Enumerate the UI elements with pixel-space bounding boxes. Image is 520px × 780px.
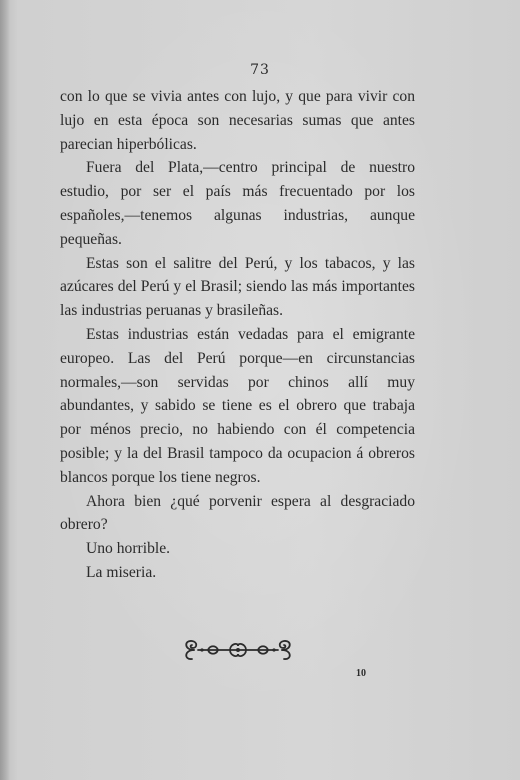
page-number: 73 <box>250 62 270 78</box>
paragraph-3: Estas son el salitre del Perú, y los tabacos, y las azúcares del Perú y el Brasil; siendo las más importantes las industrias peruanas y brasileñas. <box>60 254 415 320</box>
paragraph-6: Uno horrible. <box>86 540 171 558</box>
paragraph-4: Estas industrias están vedadas para el emigrante europeo. Las del Perú porque—en circunstancias normales,—son servidas por chinos allí muy abundantes, y sabido se tiene es el obrero que trabaja por ménos precio, no habiendo con él competencia posible; y la del Brasil tampoco da ocupacion á obreros blancos porque los tiene negros. <box>60 325 415 486</box>
paragraph-7: La miseria. <box>86 563 157 581</box>
paragraph-5: Ahora bien ¿qué porvenir espera al desgraciado obrero? <box>60 492 415 534</box>
printer-signature-mark: 10 <box>356 668 366 679</box>
paragraph-1: con lo que se vivia antes con lujo, y que para vivir con lujo en esta época son necesarias sumas que antes parecian hiperbólicas. <box>60 88 415 153</box>
body-text <box>60 85 415 585</box>
paragraph-2: Fuera del Plata,—centro principal de nuestro estudio, por ser el país más frecuentado por los españoles,—tenemos algunas industrias, aunque pequeñas. <box>60 159 415 248</box>
typographic-ornament-icon <box>180 636 296 664</box>
page-gutter-shadow <box>0 0 10 780</box>
